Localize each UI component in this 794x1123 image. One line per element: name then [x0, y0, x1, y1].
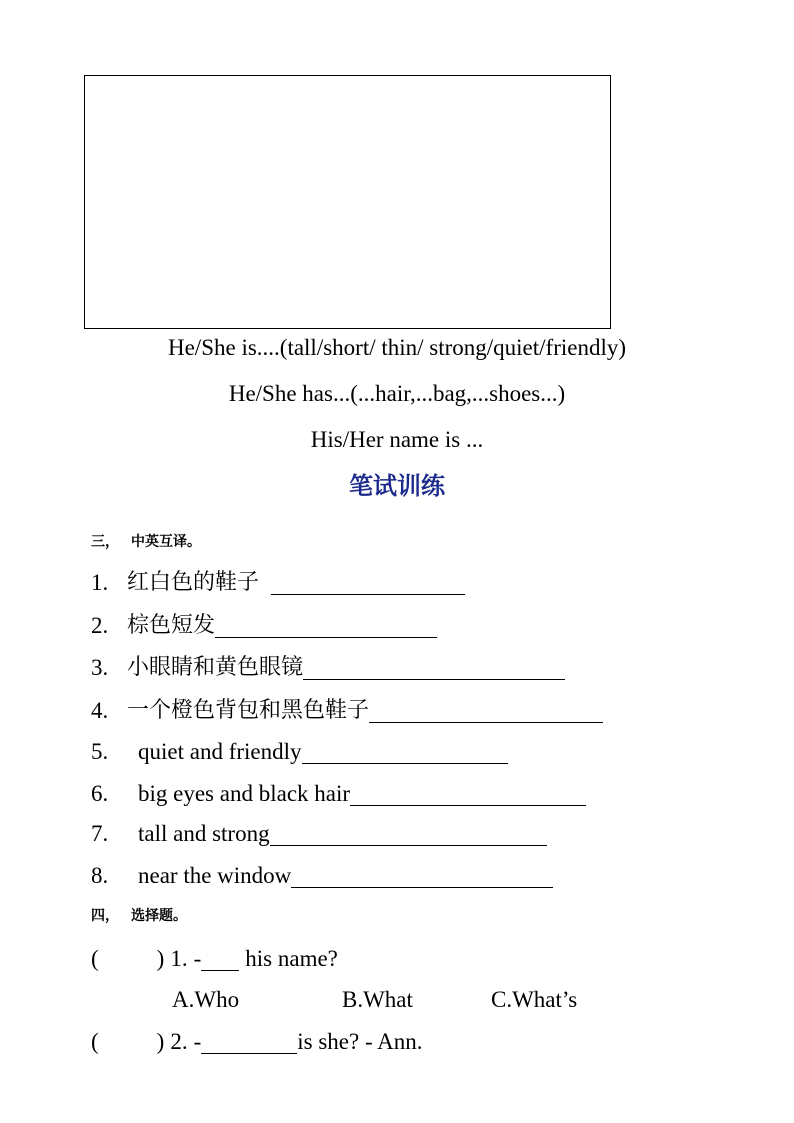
translation-item-3: [91, 653, 565, 683]
question-text: is she? - Ann.: [297, 1029, 423, 1054]
item-text: quiet and friendly: [138, 739, 302, 764]
answer-paren-open: (: [91, 946, 99, 971]
section-4-heading: [91, 906, 187, 926]
answer-blank[interactable]: [291, 865, 553, 888]
item-number: 4.: [91, 698, 109, 723]
question-number: 1.: [170, 946, 188, 971]
section-title: 笔试训练: [349, 472, 445, 500]
item-number: 1.: [91, 570, 109, 595]
item-text: 棕色短发: [127, 613, 216, 638]
question-text: his name?: [245, 946, 338, 971]
translation-item-1: [91, 568, 465, 598]
drawing-box: [84, 75, 611, 329]
item-text: big eyes and black hair: [138, 781, 351, 806]
choice-question-2: [91, 1027, 422, 1057]
question-blank[interactable]: [201, 948, 239, 971]
section-3-number: 三，: [91, 534, 119, 550]
question-prefix: -: [193, 946, 202, 971]
translation-item-8: [91, 861, 553, 891]
answer-paren-close: ): [156, 946, 165, 971]
answer-blank[interactable]: [215, 615, 437, 638]
sentence-pattern-is: He/She is....(tall/short/ thin/ strong/quiet/friendly): [167, 335, 627, 360]
answer-paren-open: (: [91, 1029, 99, 1054]
item-number: 5.: [91, 739, 109, 764]
item-text: tall and strong: [138, 821, 270, 846]
answer-blank[interactable]: [303, 657, 565, 680]
item-text: 小眼睛和黄色眼镜: [127, 655, 304, 680]
section-4-number: 四，: [91, 908, 119, 924]
translation-item-7: [91, 819, 547, 849]
translation-item-6: [91, 779, 586, 809]
question-number: 2.: [170, 1029, 188, 1054]
item-text: 红白色的鞋子: [127, 570, 260, 595]
answer-paren-close: ): [156, 1029, 165, 1054]
translation-item-5: [91, 737, 508, 767]
answer-blank[interactable]: [350, 783, 586, 806]
section-4-label: 选择题。: [131, 908, 187, 924]
choice-question-1: [91, 944, 338, 974]
answer-blank[interactable]: [369, 700, 603, 723]
answer-blank[interactable]: [302, 741, 508, 764]
item-number: 7.: [91, 821, 109, 846]
item-number: 3.: [91, 655, 109, 680]
item-number: 2.: [91, 613, 109, 638]
question-prefix: -: [193, 1029, 202, 1054]
item-text: 一个橙色背包和黑色鞋子: [127, 698, 370, 723]
sentence-pattern-has: He/She has...(...hair,...bag,...shoes...): [228, 381, 566, 406]
answer-blank[interactable]: [270, 823, 547, 846]
item-number: 8.: [91, 863, 109, 888]
option-a[interactable]: A.Who: [172, 987, 240, 1012]
answer-blank[interactable]: [271, 572, 465, 595]
option-c[interactable]: C.What’s: [491, 987, 578, 1012]
item-text: near the window: [138, 863, 292, 888]
section-3-label: 中英互译。: [131, 534, 201, 550]
question-blank[interactable]: [201, 1031, 297, 1054]
item-number: 6.: [91, 781, 109, 806]
option-b[interactable]: B.What: [342, 987, 413, 1012]
translation-item-4: [91, 696, 603, 726]
translation-item-2: [91, 611, 437, 641]
section-3-heading: [91, 532, 201, 552]
sentence-pattern-name: His/Her name is ...: [310, 427, 484, 452]
